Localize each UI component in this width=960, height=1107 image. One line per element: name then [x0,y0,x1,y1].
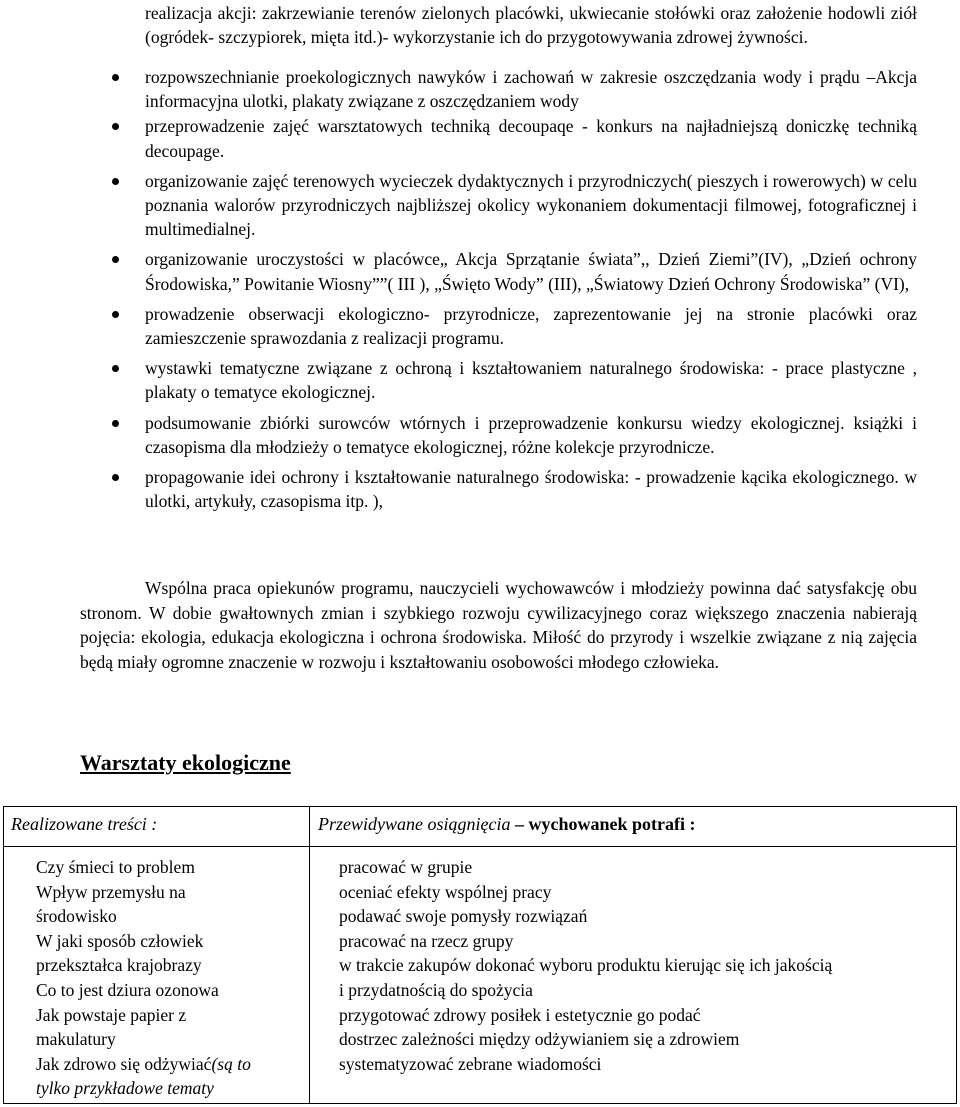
topic-note: tylko przykładowe tematy [36,1078,214,1099]
continuation-text: realizacja akcji: zakrzewianie terenów zielonych placówki, ukwiecanie stołówki oraz założenie hodowli ziół (ogródek- szczypiorek, mięta itd.)- wykorzystanie ich do przygotowywania zdrowej żywności. [145,3,917,48]
section-heading: Warsztaty ekologiczne [80,750,291,775]
bullet-icon [112,311,119,318]
topic-line: środowisko [36,906,117,927]
list-item: prowadzenie obserwacji ekologiczno- przyrodnicze, zaprezentowanie jej na stronie placówki oraz zamieszczenie sprawozdania z realizacji programu. [145,302,917,350]
summary-paragraph: Wspólna praca opiekunów programu, nauczycieli wychowawców i młodzieży powinna dać satysfakcję obu stronom. W dobie gwałtownych zmian i szybkiego rozwoju cywilizacyjnego coraz większego znaczenia nabierają pojęcia: ekologia, edukacja ekologiczna i ochrona środowiska. Miłość do przyrody i wszelkie związane z nią zajęcia będą miały ogromne znaczenie w rozwoju i kształtowaniu osobowości młodego człowieka. [80,578,917,672]
workshop-table [3,806,957,1104]
activities-bullet-list [145,65,917,514]
bullet-icon [112,178,119,185]
table-header-row [4,807,957,847]
topic-line: przekształca krajobrazy [36,955,202,976]
bullet-icon [112,474,119,481]
list-item: podsumowanie zbiórki surowców wtórnych i przeprowadzenie konkursu wiedzy ekologicznej. książki i czasopisma dla młodzieży o tematyce ekologicznej, różne kolekcje przyrodnicze. [145,411,917,459]
outcome-line: dostrzec zależności między odżywianiem się a zdrowiem [339,1029,740,1050]
table-row [4,847,957,1104]
list-item: wystawki tematyczne związane z ochroną i kształtowaniem naturalnego środowiska: - prace plastyczne , plakaty o tematyce ekologicznej. [145,356,917,404]
bullet-icon [112,256,119,263]
header-cell-outcomes [310,807,957,847]
outcomes-cell [310,847,957,1104]
list-item: propagowanie idei ochrony i kształtowanie naturalnego środowiska: - prowadzenie kącika ekologicznego. w ulotki, artykuły, czasopisma itp. ), [145,465,917,513]
outcome-line: pracować na rzecz grupy [339,930,514,951]
bullet-icon [112,74,119,81]
list-item: przeprowadzenie zajęć warsztatowych techniką decoupaqe - konkurs na najładniejszą doniczkę techniką decoupage. [145,114,917,162]
topic-line: Co to jest dziura ozonowa [36,979,219,1000]
topic-line: Jak powstaje papier z [36,1004,187,1025]
topics-cell [4,847,310,1104]
list-item: rozpowszechnianie proekologicznych nawyków i zachowań w zakresie oszczędzania wody i prądu –Akcja informacyjna ulotki, plakaty związane z oszczędzaniem wody [145,65,917,113]
outcome-line: w trakcie zakupów dokonać wyboru produktu kierując się ich jakością [339,955,833,976]
outcome-line: pracować w grupie [339,857,473,877]
header-outcomes-label: Przewidywane osiągnięcia [318,814,511,834]
list-item: organizowanie zajęć terenowych wycieczek dydaktycznych i przyrodniczych( pieszych i rowerowych) w celu poznania walorów przyrodniczych najbliższej okolicy wykonaniem dokumentacji filmowej, fotograficznej i multimedialnej. [145,169,917,242]
outcome-line: oceniać efekty wspólnej pracy [339,881,552,902]
bullet-icon [112,123,119,130]
header-cell-contents: Realizowane treści : [4,807,310,847]
list-item: organizowanie uroczystości w placówce„ Akcja Sprzątanie świata”,, Dzień Ziemi”(IV), „Dzień ochrony Środowiska,” Powitanie Wiosny””( III ), „Święto Wody” (III), „Światowy Dzień Ochrony Środowiska” (VI), [145,247,917,295]
outcome-line: podawać swoje pomysły rozwiązań [339,906,588,927]
topic-line-last: Jak zdrowo się odżywiać(są to [36,1053,251,1074]
outcome-line: przygotować zdrowy posiłek i estetycznie go podać [339,1004,701,1025]
outcome-line: systematyzować zebrane wiadomości [339,1053,602,1074]
bullet-icon [112,365,119,372]
topic-line: W jaki sposób człowiek [36,930,204,951]
header-outcomes-suffix: – wychowanek potrafi : [510,814,696,834]
bullet-icon [112,420,119,427]
topic-line: Wpływ przemysłu na [36,881,186,902]
topic-line: makulatury [36,1029,116,1050]
outcome-line: i przydatnością do spożycia [339,979,533,1000]
topic-line: Czy śmieci to problem [36,857,195,877]
